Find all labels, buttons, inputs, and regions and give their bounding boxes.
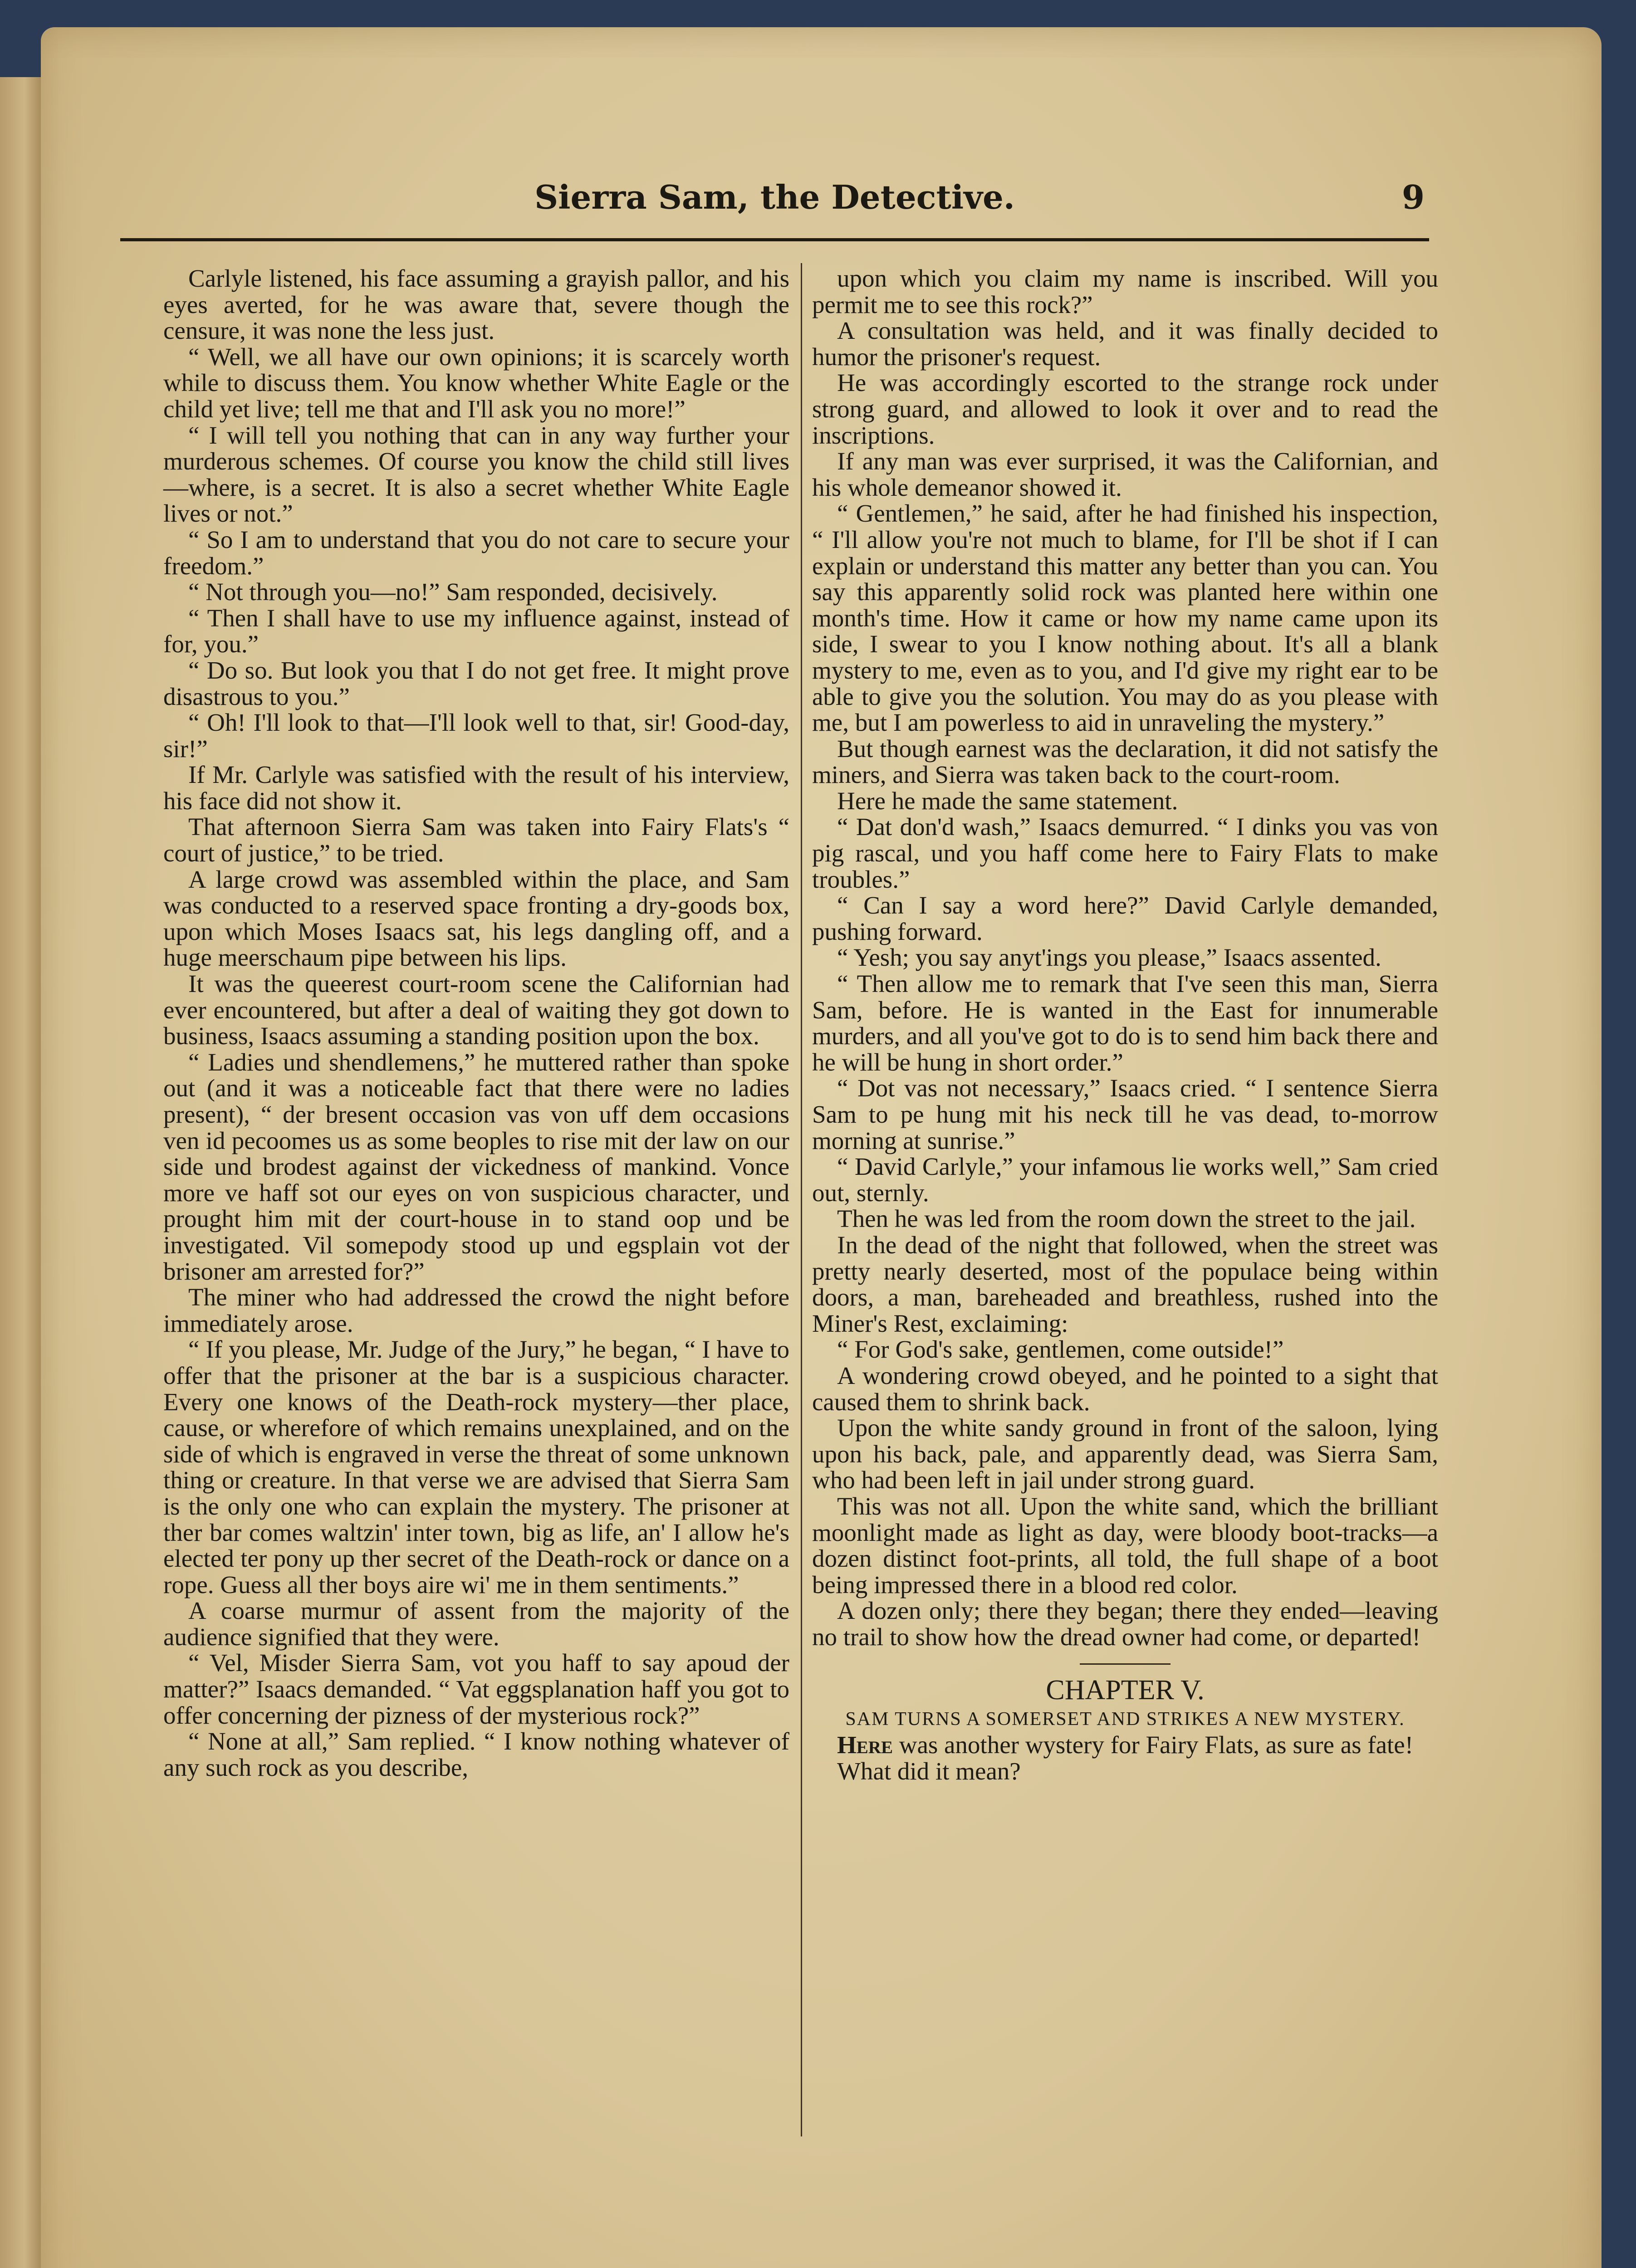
page-number: 9 — [1401, 178, 1425, 216]
left-paragraph: “ Do so. But look you that I do not get free. It might prove disastrous to you.” — [163, 656, 789, 710]
right-paragraph: “ Gentlemen,” he said, after he had finished his inspection, “ I'll allow you're not much to blame, for I'll be shot if I can explain or understand this matter any better than you can. You say this apparently solid rock was planted here within one month's time. How it came or how my name came upon its side, I swear to you I know nothing about. It's all a blank mystery to me, even as to you, and I'd give my right ear to be able to give you the solution. You may do as you please with me, but I am powerless to aid in unraveling the mystery.” — [812, 499, 1438, 737]
left-paragraph: “ Ladies und shendlemens,” he muttered rather than spoke out (and it was a noticeable fact that there were no ladies present), “ der bresent occasion vas von uff dem occasions ven id pecoomes us as some beoples to rise mit der law on our side und brodest against der vickedness of mankind. Vonce more ve haff sot our eyes on von suspicious character, und prought him mit der court-house in to stand oop und be investigated. Vil somepody stood up und egsplain vot der brisoner am arrested for?” — [163, 1048, 789, 1285]
right-paragraph: “ Dot vas not necessary,” Isaacs cried. “ I sentence Sierra Sam to pe hung mit his neck till he vas dead, to-morrow morning at sunrise.” — [812, 1074, 1438, 1154]
left-paragraph: “ Oh! I'll look to that—I'll look well to that, sir! Good-day, sir!” — [163, 709, 789, 763]
right-paragraph: This was not all. Upon the white sand, which the brilliant moonlight made as light as day, were bloody boot-tracks—a dozen distinct foot-prints, all told, the full shape of a boot being impressed there in a blood red color. — [812, 1492, 1438, 1598]
left-paragraph: “ If you please, Mr. Judge of the Jury,” he began, “ I have to offer that the prisoner at the bar is a suspicious character. Every one knows of the Death-rock mystery—ther place, cause, or wherefore of which remains unexplained, and on the side of which is engraved in verse the threat of some unknown thing or creature. In that verse we are advised that Sierra Sam is the only one who can explain the mystery. The prisoner at ther bar comes waltzin' inter town, big as life, an' I allow he's elected ter pony up ther secret of the Death-rock or dance on a rope. Guess all ther boys aire wi' me in them sentiments.” — [163, 1335, 789, 1598]
right-paragraph: He was accordingly escorted to the strange rock under strong guard, and allowed to look it over and to read the inscriptions. — [812, 369, 1438, 449]
left-paragraph: Carlyle listened, his face assuming a grayish pallor, and his eyes averted, for he was aware that, severe though the censure, it was none the less just. — [163, 264, 789, 345]
left-paragraph: It was the queerest court-room scene the Californian had ever encountered, but after a deal of waiting they got down to business, Isaacs assuming a standing position upon the box. — [163, 970, 789, 1050]
left-paragraph: “ None at all,” Sam replied. “ I know nothing whatever of any such rock as you describe, — [163, 1727, 789, 1781]
left-paragraph: “ Well, we all have our own opinions; it is scarcely worth while to discuss them. You know whether White Eagle or the child yet live; tell me that and I'll ask you no more!” — [163, 342, 789, 423]
right-paragraph: “ Then allow me to remark that I've seen this man, Sierra Sam, before. He is wanted in the East for innumerable murders, and all you've got to do is to send him back there and he will be hung in short order.” — [812, 970, 1438, 1076]
left-paragraph: “ I will tell you nothing that can in any way further your murderous schemes. Of course you know the child still lives—where, is a secret. It is also a secret whether White Eagle lives or not.” — [163, 421, 789, 528]
left-paragraph: If Mr. Carlyle was satisfied with the result of his interview, his face did not show it. — [163, 761, 789, 815]
right-column — [812, 265, 1438, 1784]
right-paragraph: If any man was ever surprised, it was the Californian, and his whole demeanor showed it. — [812, 447, 1438, 501]
right-paragraph: Here he made the same statement. — [837, 787, 1178, 815]
right-paragraph: In the dead of the night that followed, when the street was pretty nearly deserted, most of the populace being within doors, a man, bareheaded and breathless, rushed into the Miner's Rest, exclaiming: — [812, 1231, 1438, 1337]
chapter-subtitle: SAM TURNS A SOMERSET AND STRIKES A NEW MYSTERY. — [845, 1709, 1405, 1730]
right-column-paragraphs — [812, 265, 1438, 1650]
right-paragraph: Upon the white sandy ground in front of the saloon, lying upon his back, pale, and apparently dead, was Sierra Sam, who had been left in jail under strong guard. — [812, 1414, 1438, 1494]
right-paragraph: “ Can I say a word here?” David Carlyle demanded, pushing forward. — [812, 891, 1438, 945]
chapter-first-paragraph-text: was another wystery for Fairy Flats, as sure as fate! — [892, 1731, 1414, 1759]
right-paragraph: “ Dat don'd wash,” Isaacs demurred. “ I dinks you vas von pig rascal, und you haff come here to Fairy Flats to make troubles.” — [812, 813, 1438, 893]
left-column — [163, 265, 789, 1780]
chapter-rule — [1080, 1663, 1171, 1665]
right-paragraph: A wondering crowd obeyed, and he pointed to a sight that caused them to shrink back. — [812, 1361, 1438, 1416]
chapter-first-word: Here — [837, 1731, 893, 1759]
left-paragraph: “ Then I shall have to use my influence against, instead of for, you.” — [163, 604, 789, 658]
right-paragraph: “ David Carlyle,” your infamous lie works well,” Sam cried out, sternly. — [812, 1153, 1438, 1207]
right-paragraph: A consultation was held, and it was finally decided to humor the prisoner's request. — [812, 317, 1438, 371]
left-page-edge — [0, 77, 41, 2268]
running-head — [120, 172, 1429, 222]
column-divider — [801, 263, 802, 2136]
left-paragraph: A coarse murmur of assent from the majority of the audience signified that they were. — [163, 1597, 789, 1651]
right-paragraph: upon which you claim my name is inscribed. Will you permit me to see this rock?” — [812, 264, 1438, 318]
left-paragraph: “ So I am to understand that you do not care to secure your freedom.” — [163, 525, 789, 580]
right-paragraph: “ For God's sake, gentlemen, come outside!” — [837, 1335, 1284, 1364]
right-paragraph: Then he was led from the room down the street to the jail. — [837, 1205, 1416, 1233]
left-paragraph: That afternoon Sierra Sam was taken into Fairy Flats's “ court of justice,” to be tried. — [163, 813, 789, 867]
right-paragraph: But though earnest was the declaration, it did not satisfy the miners, and Sierra was taken back to the court-room. — [812, 734, 1438, 789]
running-title: Sierra Sam, the Detective. — [534, 178, 1015, 216]
chapter-title: CHAPTER V. — [1046, 1675, 1205, 1706]
left-paragraph: A large crowd was assembled within the place, and Sam was conducted to a reserved space fronting a dry-goods box, upon which Moses Isaacs sat, his legs dangling off, and a huge meerschaum pipe between his lips. — [163, 865, 789, 972]
right-paragraph: A dozen only; there they began; there they ended—leaving no trail to show how the dread owner had come, or departed! — [812, 1597, 1438, 1651]
chapter-last-line: What did it mean? — [837, 1757, 1021, 1785]
left-paragraph: “ Not through you—no!” Sam responded, decisively. — [188, 578, 718, 606]
chapter-first-paragraph — [812, 1732, 1438, 1758]
left-paragraph: “ Vel, Misder Sierra Sam, vot you haff to say apoud der matter?” Isaacs demanded. “ Vat eggsplanation haff you got to offer concerning der pizness of der mysterious rock?” — [163, 1649, 789, 1729]
header-rule — [120, 238, 1429, 241]
right-paragraph: “ Yesh; you say anyt'ings you please,” Isaacs assented. — [837, 943, 1381, 972]
left-paragraph: The miner who had addressed the crowd the night before immediately arose. — [163, 1283, 789, 1337]
